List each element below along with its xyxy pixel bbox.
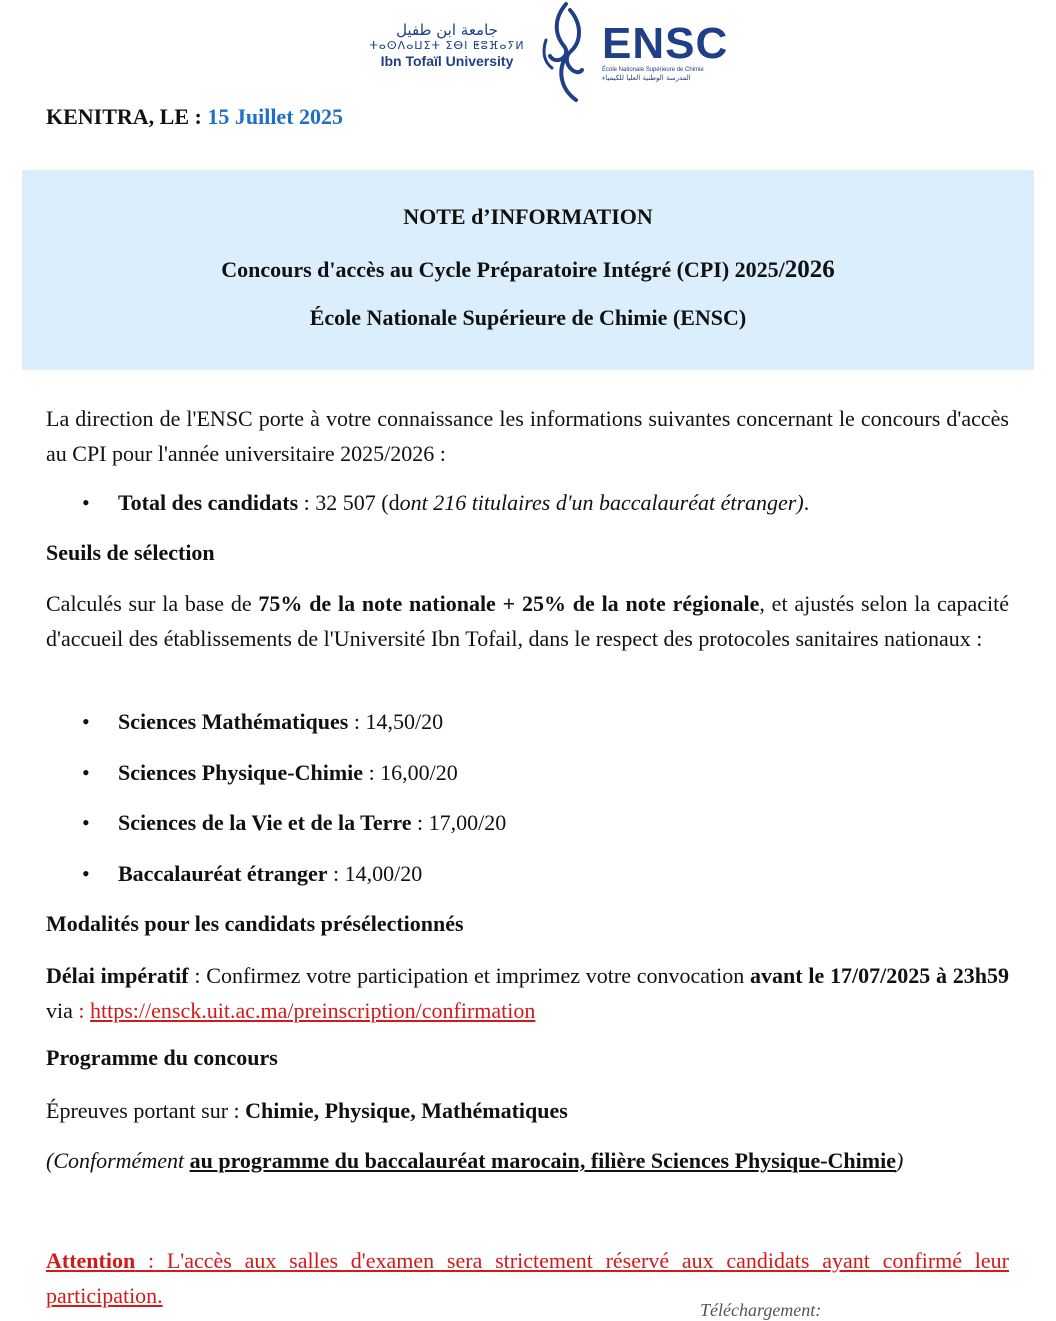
seuil-label: Sciences de la Vie et de la Terre (118, 810, 412, 835)
delai-text: : Confirmez votre participation et imprimez votre convocation (188, 963, 751, 988)
seuil-value: : 14,50/20 (348, 709, 444, 734)
note-subtitle-main: Concours d'accès au Cycle Préparatoire Intégré (CPI) 2025/ (221, 257, 785, 282)
programme-heading: Programme du concours (46, 1045, 278, 1070)
ensc-subtitle-ar: المدرسة الوطنية العليا للكيمياء (602, 74, 691, 82)
header-logos (358, 0, 758, 104)
epreuves-value: Chimie, Physique, Mathématiques (245, 1098, 568, 1123)
ensc-subtitle-fr: École Nationale Supérieure de Chimie (602, 67, 704, 73)
note-school: École Nationale Supérieure de Chimie (ENSC) (309, 305, 747, 330)
footer-scrawl: Téléchargement: (700, 1300, 822, 1320)
uit-arabic-name: جامعة ابن طفيل (396, 21, 498, 39)
seuils-paragraph (46, 586, 1009, 656)
bullet-icon: • (82, 861, 90, 886)
seuils-text-after: , et ajustés selon la capacité d'accueil des établissements de l'Université Ibn Tofail, dans le respect des protocoles sanitaires nationaux : (46, 591, 1010, 651)
seuil-label: Sciences Physique-Chimie (118, 760, 364, 785)
date-value: 15 Juillet 2025 (207, 104, 344, 129)
date-label: KENITRA, LE : (46, 104, 202, 129)
ensc-logo-name: ENSC (602, 19, 729, 68)
epreuves-label: Épreuves portant sur : (46, 1098, 246, 1123)
ensc-logo (602, 19, 729, 83)
bullet-icon: • (82, 709, 90, 734)
date-line (46, 104, 343, 130)
conform-close: ) (895, 1148, 904, 1173)
bullet-icon: • (82, 490, 90, 515)
delai-label: Délai impératif (46, 963, 189, 988)
uit-tifinagh-name: ⵜⴰⵙⴷⴰⵡⵉⵜ ⵉⴱⵏ ⵟⵓⴼⴰⵢⵍ (369, 39, 525, 52)
seuils-text-before: Calculés sur la base de (46, 591, 259, 616)
bullet-icon: • (82, 760, 90, 785)
deadline: avant le 17/07/2025 à 23h59 (750, 963, 1010, 988)
total-end: . (803, 490, 810, 515)
delai-paragraph (46, 958, 1009, 1028)
conformement-line (46, 1143, 1009, 1178)
via-text: via (46, 998, 79, 1023)
total-value: 32 507 (d (315, 490, 400, 515)
seuil-value: : 17,00/20 (411, 810, 507, 835)
note-title: NOTE d’INFORMATION (403, 204, 653, 229)
seuil-value: : 14,00/20 (327, 861, 423, 886)
ibn-tofail-logo (362, 22, 532, 69)
confirmation-link[interactable]: https://ensck.uit.ac.ma/preinscription/confirmation (90, 998, 536, 1023)
seuil-value: : 16,00/20 (363, 760, 458, 785)
total-label: Total des candidats (118, 490, 299, 515)
seuils-text-bold: 75% de la note nationale + 25% de la note régionale (258, 591, 760, 616)
ensc-emblem-icon (536, 0, 598, 104)
intro-paragraph: La direction de l'ENSC porte à votre connaissance les informations suivantes concernant le concours d'accès au CPI pour l'année universitaire 2025/2026 : (46, 406, 1009, 466)
modalites-heading: Modalités pour les candidats présélectionnés (46, 911, 464, 936)
total-detail: ont 216 titulaires d'un baccalauréat étranger) (399, 490, 804, 515)
bullet-icon: • (82, 810, 90, 835)
attention-notice (46, 1243, 1009, 1313)
note-subtitle-year: 2026 (784, 256, 835, 283)
seuil-label: Sciences Mathématiques (118, 709, 349, 734)
epreuves-line (46, 1093, 1009, 1128)
total-sep: : (298, 490, 316, 515)
seuils-heading: Seuils de sélection (46, 540, 215, 565)
via-colon: : (78, 998, 91, 1023)
conform-program: au programme du baccalauréat marocain, filière Sciences Physique-Chimie (189, 1148, 896, 1173)
attention-text: : L'accès aux salles d'examen sera strictement réservé aux candidats ayant confirmé leur participation. (46, 1248, 1009, 1308)
attention-label: Attention (46, 1248, 136, 1273)
note-subtitle (22, 256, 1034, 284)
uit-english-name: Ibn Tofaïl University (380, 53, 514, 69)
conform-open: (Conformément (46, 1148, 190, 1173)
note-header-box (22, 170, 1034, 370)
seuil-label: Baccalauréat étranger (118, 861, 328, 886)
